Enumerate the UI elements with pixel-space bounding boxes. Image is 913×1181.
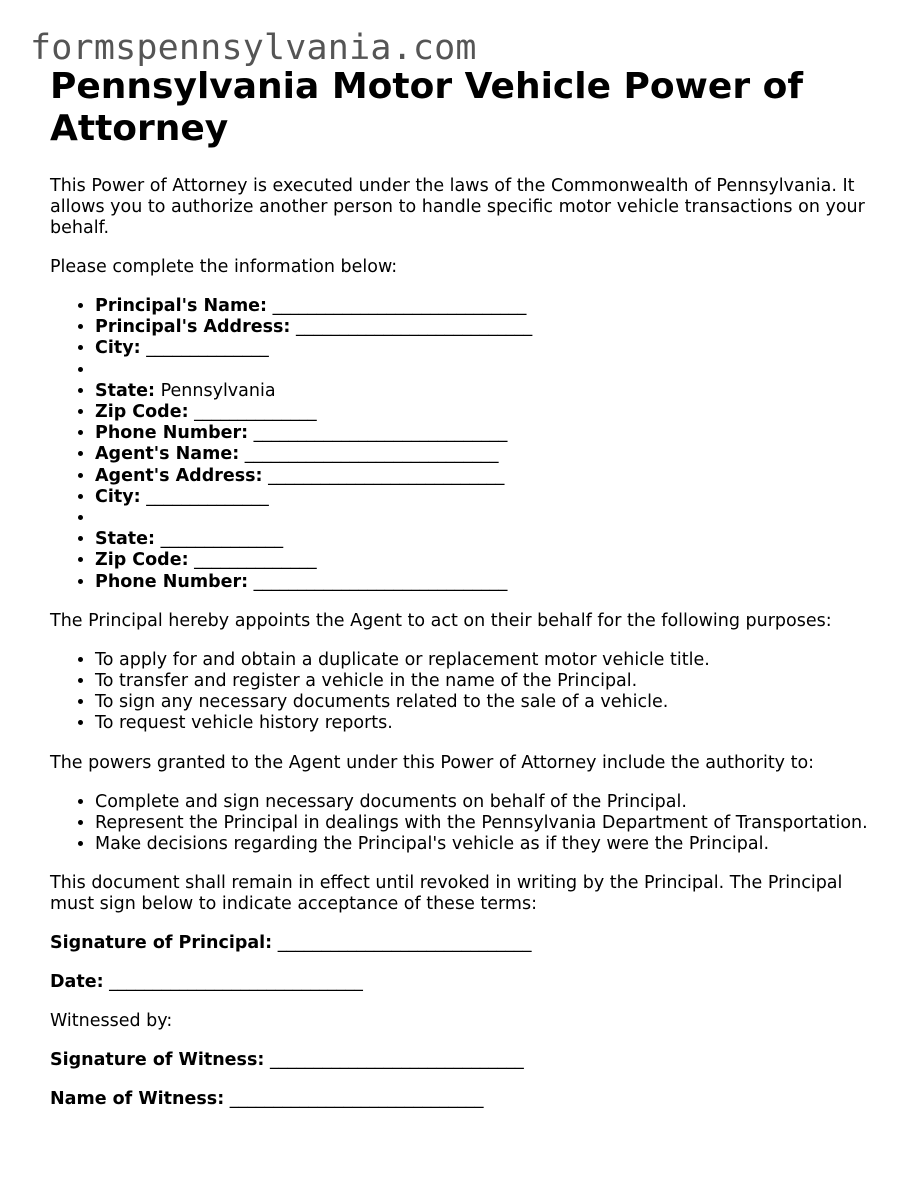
list-item: • To sign any necessary documents related to the sale of a vehicle.: [95, 692, 870, 713]
agent-zip-field[interactable]: [95, 550, 870, 571]
signature-of-principal-field[interactable]: [50, 933, 870, 954]
information-fields-list: [50, 296, 870, 593]
principal-name-field[interactable]: [95, 296, 870, 317]
list-item: • Complete and sign necessary documents on behalf of the Principal.: [95, 792, 870, 813]
closing-paragraph: This document shall remain in effect until revoked in writing by the Principal. The Principal must sign below to indicate acceptance of these terms:: [50, 873, 843, 915]
field-label: Principal's Name:: [95, 296, 268, 316]
powers-list: [50, 792, 870, 856]
field-value: _____________________________: [244, 444, 499, 465]
instructions-text: Please complete the information below:: [50, 257, 398, 277]
watermark: formspennsylvania.com: [30, 28, 477, 68]
purposes-list: [50, 650, 870, 735]
field-label: Principal's Address:: [95, 317, 291, 338]
field-value: _____________________________: [253, 571, 508, 592]
field-value: _____________________________: [277, 933, 532, 954]
date-field[interactable]: [50, 972, 870, 993]
field-label: Name of Witness:: [50, 1089, 225, 1110]
field-value: _____________________________: [253, 423, 508, 444]
field-value: ______________: [146, 486, 269, 507]
field-value: _____________________________: [229, 1089, 484, 1110]
signature-of-witness-field[interactable]: [50, 1050, 870, 1071]
field-label: Phone Number:: [95, 423, 249, 444]
field-label: Agent's Address:: [95, 465, 263, 486]
principal-state-field[interactable]: [95, 381, 870, 402]
agent-phone-field[interactable]: [95, 572, 870, 593]
field-label: Agent's Name:: [95, 444, 240, 465]
agent-state-field[interactable]: [95, 529, 870, 550]
field-label: Signature of Witness:: [50, 1050, 265, 1071]
field-value: ______________: [160, 529, 284, 550]
field-value: _____________________________: [272, 296, 527, 316]
field-value: ______________: [146, 338, 269, 359]
powers-intro: The powers granted to the Agent under this Power of Attorney include the authority to:: [50, 752, 815, 773]
witnessed-by-text: Witnessed by:: [50, 1011, 173, 1032]
field-label: Zip Code:: [95, 550, 189, 571]
document-title: Pennsylvania Motor Vehicle Power of Attorney: [50, 66, 804, 149]
field-label: Phone Number:: [95, 571, 249, 592]
list-item: • Represent the Principal in dealings with the Pennsylvania Department of Transportation.: [95, 813, 870, 834]
field-value: ______________: [194, 550, 317, 571]
list-item: • Make decisions regarding the Principal's vehicle as if they were the Principal.: [95, 834, 870, 855]
principal-address-field[interactable]: [95, 317, 870, 338]
field-label: Signature of Principal:: [50, 933, 273, 954]
field-label: State:: [95, 380, 156, 401]
field-label: City:: [95, 486, 141, 507]
agent-name-field[interactable]: [95, 444, 870, 465]
purposes-intro: The Principal hereby appoints the Agent to act on their behalf for the following purposes:: [50, 610, 832, 631]
field-value: _____________________________: [269, 1050, 524, 1071]
principal-phone-field[interactable]: [95, 423, 870, 444]
list-item: • To apply for and obtain a duplicate or replacement motor vehicle title.: [95, 650, 870, 671]
field-value: ______________: [194, 402, 317, 422]
field-label: Zip Code:: [95, 402, 189, 422]
intro-paragraph: This Power of Attorney is executed under the laws of the Commonwealth of Pennsylvania. It allows you to authorize another person to handle specific motor vehicle transactions on your behalf.: [50, 176, 865, 238]
field-value: ___________________________: [268, 465, 505, 486]
principal-city-field[interactable]: [95, 338, 870, 359]
list-item: • To request vehicle history reports.: [95, 713, 870, 734]
agent-address-field[interactable]: [95, 466, 870, 487]
empty-list-item: [95, 508, 870, 529]
field-label: City:: [95, 338, 141, 359]
agent-city-field[interactable]: [95, 487, 870, 508]
field-value: _____________________________: [109, 972, 363, 993]
document-page: [50, 66, 870, 1110]
name-of-witness-field[interactable]: [50, 1089, 870, 1110]
field-value: ___________________________: [296, 317, 533, 338]
list-item: • To transfer and register a vehicle in the name of the Principal.: [95, 671, 870, 692]
field-value: Pennsylvania: [160, 380, 276, 401]
field-label: State:: [95, 529, 156, 550]
field-label: Date:: [50, 972, 104, 993]
principal-zip-field[interactable]: [95, 402, 870, 423]
empty-list-item: [95, 360, 870, 381]
